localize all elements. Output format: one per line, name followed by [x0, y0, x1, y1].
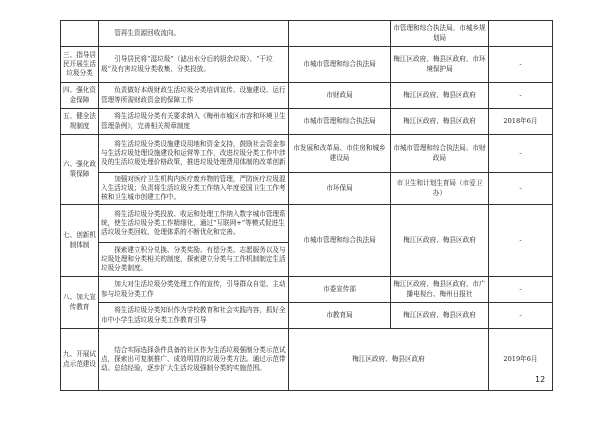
table-row	[61, 329, 553, 391]
deadline-cell: 2018年6月	[489, 109, 553, 135]
responsible-cell: 市管理和综合执法局、市城乡规划局	[391, 21, 489, 47]
responsible-cell: 梅江区政府、梅县区政府、市环境保护局	[391, 47, 489, 83]
page-number: 12	[535, 375, 546, 384]
content-cell: 将生活垃圾分类知识作为学校教育和社会实践内容，抓好全市中小学生活垃圾分类工作教育引导	[99, 303, 289, 329]
section-cell: 五、健全法规制度	[61, 109, 99, 135]
deadline-cell: -	[489, 47, 553, 83]
section-cell: 四、强化资金保障	[61, 83, 99, 109]
table-row	[61, 303, 553, 329]
responsible-cell: 梅江区政府、梅县区政府	[391, 109, 489, 135]
content-cell: 结合实际选择条件具备的社区作为生活垃圾强制分类示范试点，探索出可复制推广、成效明显的垃圾分类方法。通过示范带动、总结经验，逐步扩大生活垃圾强制分类的实施范围。	[99, 329, 289, 391]
section-cell: 三、指导居民开展生活垃圾分类	[61, 47, 99, 83]
section-cell: 八、加大宣传教育	[61, 277, 99, 329]
responsible-cell: 梅江区政府、梅县区政府	[391, 83, 489, 109]
responsible-cell: 梅江区政府、梅县区政府、市广播电视台、梅州日报社	[391, 277, 489, 303]
content-cell: 管再生资源回收流向。	[99, 21, 289, 47]
task-table	[60, 20, 553, 391]
deadline-cell: -	[489, 83, 553, 109]
table-row	[61, 21, 553, 47]
content-cell: 将生活垃圾分类有关要求纳入《梅州市城区市容和环境卫生管理条例》，完善相关规章制度	[99, 109, 289, 135]
agency-cell: 梅江区政府、梅县区政府	[289, 329, 489, 391]
deadline-cell: -	[489, 303, 553, 329]
agency-cell: 市城市管理和综合执法局	[289, 47, 391, 83]
table-row	[61, 83, 553, 109]
agency-cell: 市城市管理和综合执法局	[289, 205, 391, 277]
agency-cell	[289, 21, 391, 47]
content-cell: 探索建立积分兑换、分类奖励、有偿分类、志愿服务以及与垃圾处理和分类相关的制度，探索建立分类与工作机制制定生活垃圾分类制度。	[99, 243, 289, 277]
agency-cell: 市发展和改革局、市住房和城乡建设局	[289, 135, 391, 173]
agency-cell: 市教育局	[289, 303, 391, 329]
content-cell: 加强对医疗卫生机构内医疗废弃物的管理，严防医疗垃圾混入生活垃圾；负责将生活垃圾分类工作纳入年度爱国卫生工作考核和卫生城市创建工作中。	[99, 173, 289, 205]
agency-cell: 市城市管理和综合执法局	[289, 109, 391, 135]
table-row	[61, 205, 553, 243]
agency-cell: 市财政局	[289, 83, 391, 109]
content-cell: 将生活垃圾分类投放、收运和处理工作纳入数字城市管理系统，使生活垃圾分类工作精细化，通过“互联网+”等模式促进生活垃圾分类回收、处理体系的不断优化和完善。	[99, 205, 289, 243]
section-cell: 六、强化政策保障	[61, 135, 99, 205]
table-row	[61, 135, 553, 173]
table-row	[61, 109, 553, 135]
responsible-cell: 梅江区政府、梅县区政府	[391, 205, 489, 277]
table-row	[61, 173, 553, 205]
section-cell: 七、创新机制体制	[61, 205, 99, 277]
responsible-cell: 市卫生和计划生育局（市爱卫办）	[391, 173, 489, 205]
content-cell: 将生活垃圾分类设施建设用地和资金支持，鼓励社会资金参与生活垃圾处理设施建设和运营等工作，改进垃圾分类工作中涉及的生活垃圾处理价格政策，推进垃圾处理费用体制的改革创新	[99, 135, 289, 173]
section-cell	[61, 21, 99, 47]
agency-cell: 市委宣传部	[289, 277, 391, 303]
deadline-cell: -	[489, 205, 553, 277]
agency-cell: 市环保局	[289, 173, 391, 205]
deadline-cell	[489, 21, 553, 47]
content-cell: 引导居民将“湿垃圾”（滤出水分后的厨余垃圾）、“干垃圾”及有害垃圾分类收集、分类投放。	[99, 47, 289, 83]
deadline-cell: -	[489, 173, 553, 205]
table-row	[61, 47, 553, 83]
deadline-cell: -	[489, 277, 553, 303]
content-cell: 加大对生活垃圾分类处理工作的宣传，引导群众自觉、主动参与垃圾分类工作	[99, 277, 289, 303]
table-row	[61, 277, 553, 303]
responsible-cell: 市城市管理和综合执法局、市财政局	[391, 135, 489, 173]
deadline-cell: 2019年6月	[489, 329, 553, 391]
responsible-cell: 梅江区政府、梅县区政府	[391, 303, 489, 329]
deadline-cell: -	[489, 135, 553, 173]
content-cell: 负责做好本级财政生活垃圾分类培训宣传、设施建设、运行管理等所需财政资金的保障工作	[99, 83, 289, 109]
section-cell: 九、开展试点示范建设	[61, 329, 99, 391]
